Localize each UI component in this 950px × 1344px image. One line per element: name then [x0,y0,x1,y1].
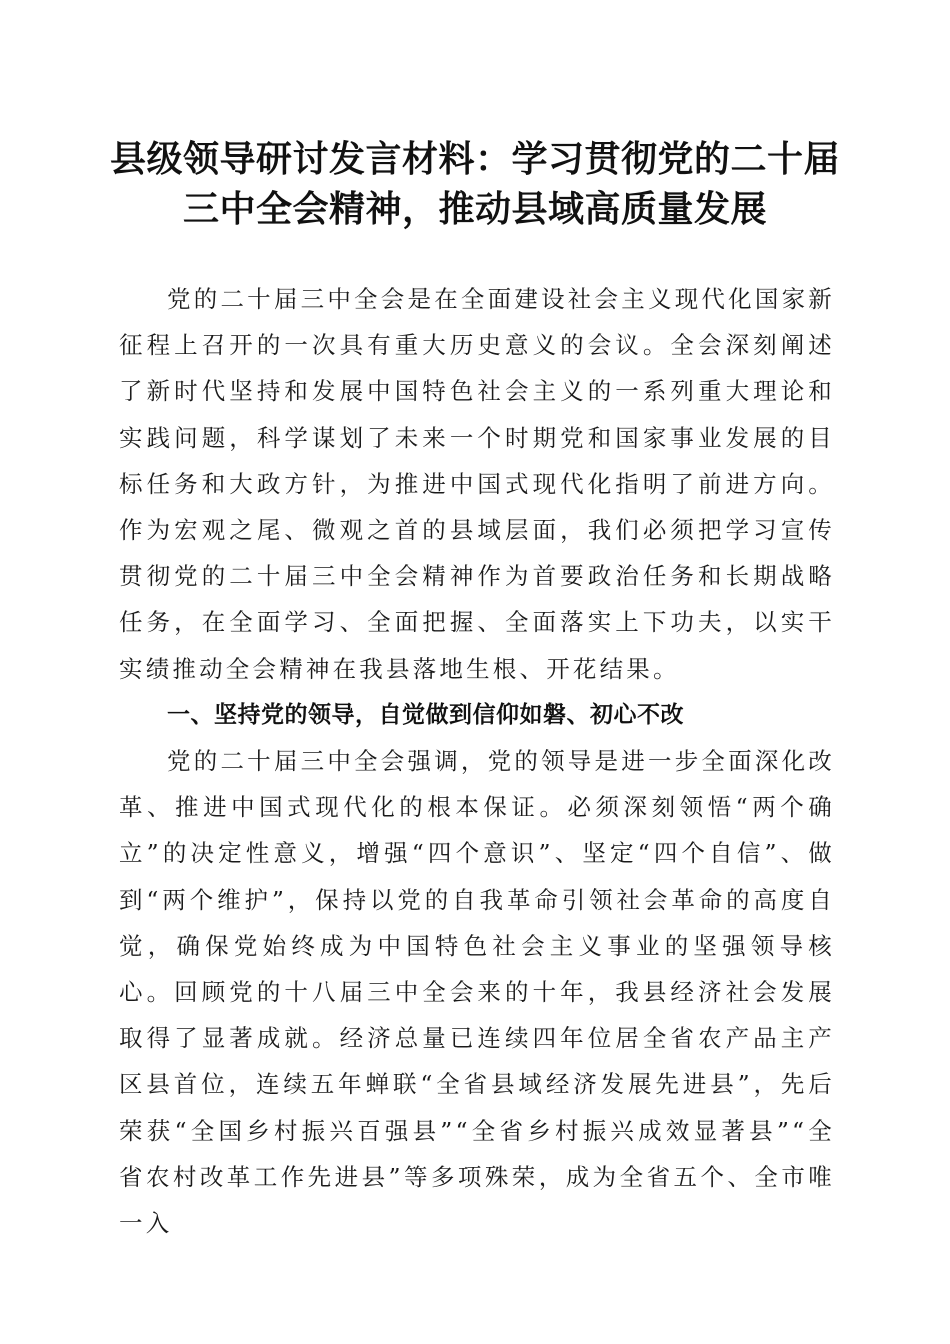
document-title [100,134,850,234]
document-body [119,276,835,1246]
section-1-paragraph: 党的二十届三中全会强调，党的领导是进一步全面深化改革、推进中国式现代化的根本保证。必须深刻领悟“两个确立”的决定性意义，增强“四个意识”、坚定“四个自信”、做到“两个维护”，保持以党的自我革命引领社会革命的高度自觉，确保党始终成为中国特色社会主义事业的坚强领导核心。回顾党的十八届三中全会来的十年，我县经济社会发展取得了显著成就。经济总量已连续四年位居全省农产品主产区县首位，连续五年蝉联“全省县域经济发展先进县”，先后荣获“全国乡村振兴百强县”“全省乡村振兴成效显著县”“全省农村改革工作先进县”等多项殊荣，成为全省五个、全市唯一入 [119,747,835,1238]
title-line-2: 三中全会精神，推动县域高质量发展 [182,188,767,230]
title-line-1: 县级领导研讨发言材料：学习贯彻党的二十届 [109,138,840,180]
intro-paragraph: 党的二十届三中全会是在全面建设社会主义现代化国家新征程上召开的一次具有重大历史意义的会议。全会深刻阐述了新时代坚持和发展中国特色社会主义的一系列重大理论和实践问题，科学谋划了未来一个时期党和国家事业发展的目标任务和大政方针，为推进中国式现代化指明了前进方向。作为宏观之尾、微观之首的县域层面，我们必须把学习宣传贯彻党的二十届三中全会精神作为首要政治任务和长期战略任务，在全面学习、全面把握、全面落实上下功夫，以实干实绩推动全会精神在我县落地生根、开花结果。 [119,285,835,683]
section-1-heading: 一、坚持党的领导，自觉做到信仰如磐、初心不改 [167,701,684,728]
